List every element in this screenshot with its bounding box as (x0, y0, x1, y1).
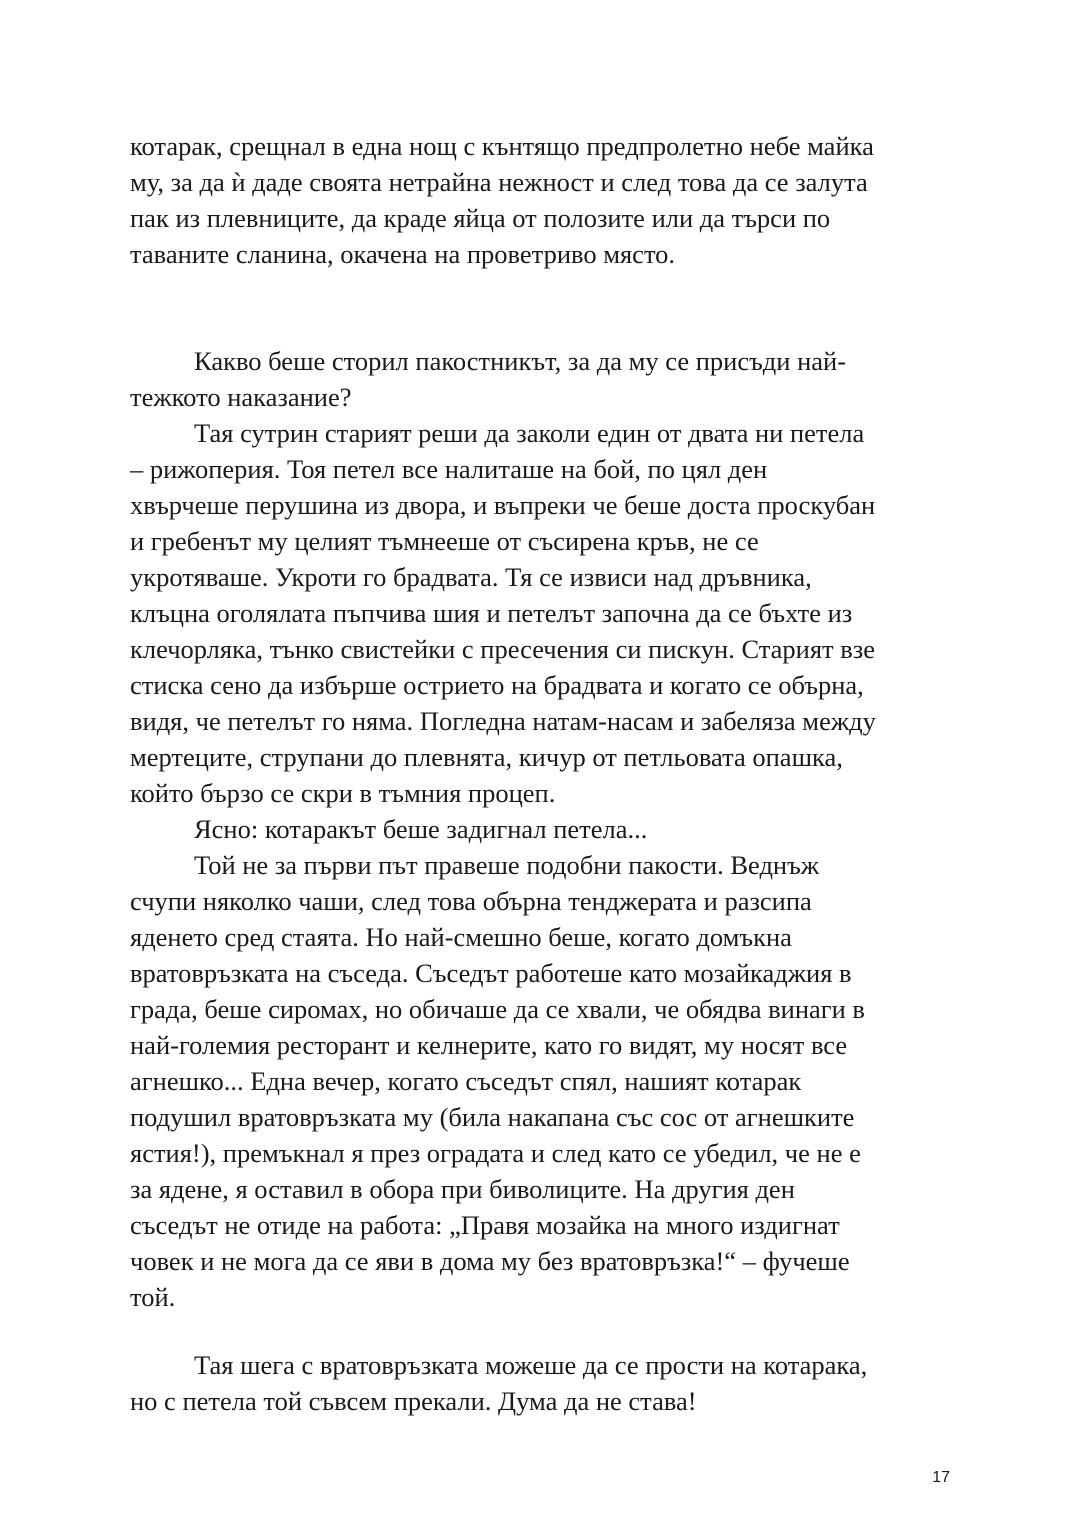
paragraph-start-line: Той не за първи път правеше подобни пакости. Веднъж (194, 850, 820, 880)
page-number: 17 (932, 1469, 950, 1486)
text-line: който бързо се скри в тъмния процеп. (130, 778, 556, 808)
text-line: човек и не мога да се яви в дома му без вратовръзка!“ – фучеше (130, 1246, 850, 1276)
text-line: той. (130, 1282, 176, 1312)
text-line: подушил вратовръзката му (била накапана със сос от агнешките (130, 1102, 855, 1132)
main-text (130, 343, 960, 1315)
text-line: ястия!), премъкнал я през оградата и след като се убедил, че не е (130, 1138, 861, 1168)
text-line: и гребенът му целият тъмнееше от съсирена кръв, не се (130, 526, 759, 556)
text-line: за ядене, я оставил в обора при биволиците. На другия ден (130, 1174, 795, 1204)
text-line: укротяваше. Укроти го брадвата. Тя се извиси над дръвника, (130, 562, 812, 592)
text-line: видя, че петелът го няма. Погледна натам-насам и забеляза между (130, 706, 876, 736)
text-line: града, беше сиромах, но обичаше да се хвали, че обядва винаги в (130, 994, 865, 1024)
text-line: вратовръзката на съседа. Съседът работеше като мозайкаджия в (130, 958, 852, 988)
text-line: клъцна оголялата пъпчива шия и петелът започна да се бъхте из (130, 598, 853, 628)
paragraph-start-line: Ясно: котаракът беше задигнал петела... (194, 814, 648, 844)
text-line: таваните сланина, окачена на проветриво място. (130, 239, 676, 269)
text-line: агнешко... Една вечер, когато съседът спял, нашият котарак (130, 1066, 802, 1096)
text-line: тежкото наказание? (130, 382, 352, 412)
final-paragraph (130, 1347, 960, 1419)
text-line: мертеците, струпани до плевнята, кичур от петльовата опашка, (130, 742, 843, 772)
paragraph-continuation (130, 128, 960, 272)
paragraph-start-line: Тая сутрин старият реши да заколи един от двата ни петела (194, 418, 865, 448)
text-line: но с петела той съвсем прекали. Дума да не става! (130, 1386, 697, 1416)
text-line: хвърчеше перушина из двора, и въпреки че беше доста проскубан (130, 490, 876, 520)
text-line: най-големия ресторант и келнерите, като го видят, му носят все (130, 1030, 848, 1060)
text-line: яденето сред стаята. Но най-смешно беше, когато домъкна (130, 922, 792, 952)
paragraph-start-line: Какво беше сторил пакостникът, за да му се присъди най- (194, 346, 847, 376)
text-line: счупи няколко чаши, след това обърна тенджерата и разсипа (130, 886, 812, 916)
paragraph-start-line: Тая шега с вратовръзката можеше да се прости на котарака, (194, 1350, 868, 1380)
text-line: пак из плевниците, да краде яйца от полозите или да търси по (130, 203, 831, 233)
text-line: съседът не отиде на работа: „Правя мозайка на много издигнат (130, 1210, 840, 1240)
text-line: клечорляка, тънко свистейки с пресечения си пискун. Старият взе (130, 634, 876, 664)
text-line: му, за да ѝ даде своята нетрайна нежност и след това да се залута (130, 167, 868, 197)
text-line: стиска сено да избърше острието на брадвата и когато се обърна, (130, 670, 864, 700)
text-line: котарак, срещнал в една нощ с кънтящо предпролетно небе майка (130, 131, 874, 161)
text-line: – рижоперия. Тоя петел все налиташе на бой, по цял ден (130, 454, 768, 484)
